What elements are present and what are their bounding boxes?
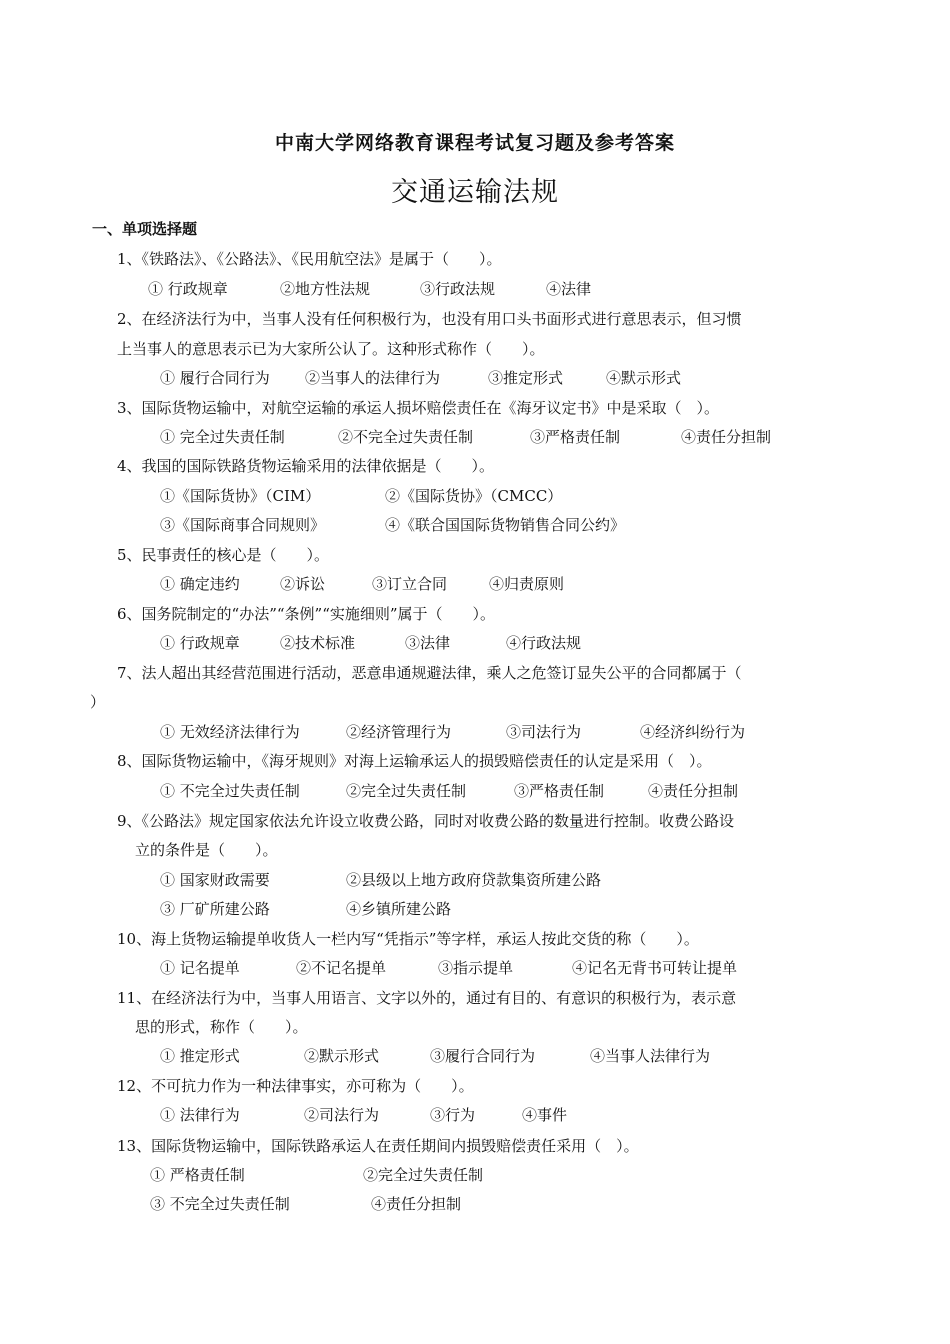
answer-option: ②默示形式 (304, 1047, 380, 1065)
answer-option: ① 严格责任制 (150, 1166, 245, 1184)
question-text: 3、国际货物运输中，对航空运输的承运人损坏赔偿责任在《海牙议定书》中是采取（ ）。 (117, 399, 720, 417)
question-text: 立的条件是（ ）。 (135, 841, 278, 859)
school-title: 中南大学网络教育课程考试复习题及参考答案 (274, 132, 675, 154)
answer-option: ②地方性法规 (280, 280, 371, 298)
answer-option: ④当事人法律行为 (590, 1047, 711, 1065)
answer-option: ③订立合同 (372, 575, 448, 593)
answer-option: ① 国家财政需要 (160, 871, 270, 889)
answer-option: ④默示形式 (606, 369, 682, 387)
answer-option: ④归责原则 (489, 575, 565, 593)
course-title: 交通运输法规 (391, 177, 559, 208)
answer-option: ③严格责任制 (514, 782, 605, 800)
answer-option: ① 完全过失责任制 (160, 428, 285, 446)
answer-option: ④乡镇所建公路 (346, 900, 452, 918)
answer-option: ① 履行合同行为 (160, 369, 270, 387)
section-title: 一、单项选择题 (92, 220, 198, 238)
answer-option: ① 法律行为 (160, 1106, 240, 1124)
answer-option: ②司法行为 (304, 1106, 380, 1124)
answer-option: ①《国际货协》（CIM） (160, 487, 321, 505)
question-text: 10、海上货物运输提单收货人一栏内写“凭指示”等字样，承运人按此交货的称（ ）。 (117, 930, 699, 948)
answer-option: ③ 厂矿所建公路 (160, 900, 270, 918)
answer-option: ②县级以上地方政府贷款集资所建公路 (346, 871, 602, 889)
question-text: 13、国际货物运输中，国际铁路承运人在责任期间内损毁赔偿责任采用（ ）。 (117, 1137, 639, 1155)
question-text: 1、《铁路法》、《公路法》、《民用航空法》是属于（ ）。 (117, 250, 502, 268)
question-text: 4、我国的国际铁路货物运输采用的法律依据是（ ）。 (117, 457, 495, 475)
question-text: 12、不可抗力作为一种法律事实，亦可称为（ ）。 (117, 1077, 474, 1095)
answer-option: ① 行政规章 (148, 280, 228, 298)
answer-option: ②完全过失责任制 (363, 1166, 484, 1184)
answer-option: ① 推定形式 (160, 1047, 240, 1065)
answer-option: ① 无效经济法律行为 (160, 723, 300, 741)
answer-option: ③行政法规 (420, 280, 496, 298)
answer-option: ③ 不完全过失责任制 (150, 1195, 290, 1213)
answer-option: ②完全过失责任制 (346, 782, 467, 800)
answer-option: ④记名无背书可转让提单 (572, 959, 738, 977)
answer-option: ③司法行为 (506, 723, 582, 741)
answer-option: ③法律 (405, 634, 451, 652)
question-text: 思的形式，称作（ ）。 (135, 1018, 308, 1036)
answer-option: ②诉讼 (280, 575, 326, 593)
answer-option: ②不完全过失责任制 (338, 428, 474, 446)
answer-option: ③指示提单 (438, 959, 514, 977)
answer-option: ④责任分担制 (648, 782, 739, 800)
answer-option: ① 行政规章 (160, 634, 240, 652)
answer-option: ④责任分担制 (681, 428, 772, 446)
question-text: 5、民事责任的核心是（ ）。 (117, 546, 330, 564)
answer-option: ②《国际货协》（CMCC） (385, 487, 563, 505)
question-text: 7、法人超出其经营范围进行活动，恶意串通规避法律，乘人之危签订显失公平的合同都属于（ (117, 664, 742, 682)
answer-option: ②技术标准 (280, 634, 356, 652)
question-text: 8、国际货物运输中，《海牙规则》对海上运输承运人的损毁赔偿责任的认定是采用（ ）。 (117, 752, 712, 770)
answer-option: ②不记名提单 (296, 959, 387, 977)
answer-option: ③行为 (430, 1106, 476, 1124)
answer-option: ④事件 (522, 1106, 568, 1124)
answer-option: ②经济管理行为 (346, 723, 452, 741)
question-text: 上当事人的意思表示已为大家所公认了。这种形式称作（ ）。 (117, 340, 545, 358)
question-text: 11、在经济法行为中，当事人用语言、文字以外的，通过有目的、有意识的积极行为，表示意 (117, 989, 737, 1007)
question-text: 9、《公路法》规定国家依法允许设立收费公路，同时对收费公路的数量进行控制。收费公路设 (117, 812, 735, 830)
answer-option: ④《联合国国际货物销售合同公约》 (385, 516, 626, 534)
answer-option: ③严格责任制 (530, 428, 621, 446)
question-text: 2、在经济法行为中，当事人没有任何积极行为，也没有用口头书面形式进行意思表示，但习惯 (117, 310, 742, 328)
answer-option: ① 记名提单 (160, 959, 240, 977)
answer-option: ④行政法规 (506, 634, 582, 652)
question-text: 6、国务院制定的“办法”“条例”“实施细则”属于（ ）。 (117, 605, 496, 623)
question-text: ） (90, 693, 106, 711)
answer-option: ④经济纠纷行为 (640, 723, 746, 741)
answer-option: ④责任分担制 (371, 1195, 462, 1213)
answer-option: ① 确定违约 (160, 575, 240, 593)
answer-option: ④法律 (546, 280, 592, 298)
answer-option: ① 不完全过失责任制 (160, 782, 300, 800)
answer-option: ③推定形式 (488, 369, 564, 387)
answer-option: ②当事人的法律行为 (305, 369, 441, 387)
answer-option: ③履行合同行为 (430, 1047, 536, 1065)
answer-option: ③《国际商事合同规则》 (160, 516, 326, 534)
